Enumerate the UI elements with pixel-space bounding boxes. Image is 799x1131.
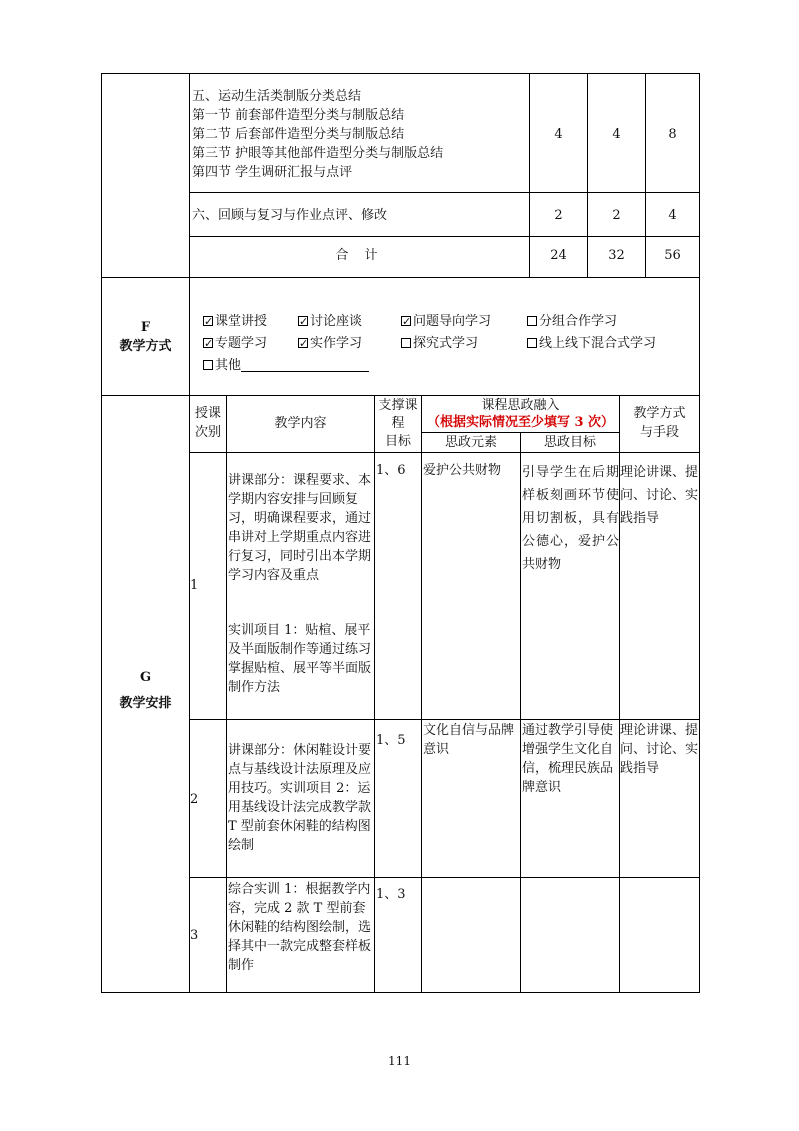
checkbox-checked-icon [203,338,213,348]
option-practice: ✓ 实作学习 [298,334,362,353]
section-f-letter: F [140,320,151,335]
topic-line: 第三节 护眼等其他部件造型分类与制版总结 [192,146,444,161]
header-session: 次别 [194,425,221,440]
header-ideology: 课程思政融入 [481,398,560,413]
topic-line: 五、运动生活类制版分类总结 [192,89,362,104]
topic-line: 第二节 后套部件造型分类与制版总结 [192,127,405,142]
section-g-letter: G [139,670,152,685]
header-method: 教学方式 [633,406,686,421]
total-value: 32 [608,248,625,263]
teaching-method: 理论讲课、提问、讨论、实践指导 [620,465,699,526]
checkbox-checked-icon [401,316,411,326]
support-goals: 1、6 [376,463,406,478]
header-support: 程 [391,416,405,431]
option-discussion: ✓ 讨论座谈 [298,312,362,331]
content-text: 综合实训 1：根据教学内容，完成 2 款 T 型前套休闲鞋的结构图绘制，选择其中一款完成整套样板制作 [228,882,372,973]
option-other: 其他 [203,356,369,375]
topic-line: 第一节 前套部件造型分类与制版总结 [192,108,405,123]
checkbox-icon [527,338,537,348]
checkbox-icon [203,360,213,370]
option-inquiry: 探究式学习 [401,334,478,353]
option-problem-based: ✓ 问题导向学习 [401,312,491,331]
checkbox-checked-icon [298,338,308,348]
hours-value: 4 [668,208,677,223]
session-number: 2 [190,792,199,807]
fill-in-line [241,359,369,372]
hours-value: 2 [612,208,621,223]
teaching-method: 理论讲课、提问、讨论、实践指导 [620,723,699,776]
checkbox-checked-icon [298,316,308,326]
content-text: 讲课部分：课程要求、本学期内容安排与回顾复习，明确课程要求，通过串讲对上学期重点内容进行复习，同时引出本学期学习内容及重点 [228,473,372,583]
page-number: 111 [388,1054,411,1068]
support-goals: 1、3 [376,887,406,902]
header-ideology-note: （根据实际情况至少填写 3 次） [426,415,615,430]
checkbox-icon [401,338,411,348]
session-number: 3 [190,928,199,943]
header-elements: 思政元素 [444,435,497,450]
option-group-work: 分组合作学习 [527,312,617,331]
content-text: 实训项目 1：贴楦、展平及半面版制作等通过练习掌握贴楦、展平等半面版制作方法 [228,623,372,695]
hours-value: 4 [612,127,621,142]
total-value: 24 [550,248,567,263]
total-label: 合 计 [335,248,384,263]
ideology-goal: 引导学生在后期样板刻画环节使用切割板，具有公德心，爱护公共财物 [522,465,619,572]
section-g-title: 教学安排 [119,696,172,711]
header-support: 支撑课 [378,398,418,413]
hours-value: 4 [554,127,563,142]
checkbox-icon [527,316,537,326]
hours-value: 2 [554,208,563,223]
session-number: 1 [190,578,199,593]
hours-value: 8 [668,127,677,142]
ideology-element: 爱护公共财物 [423,463,502,478]
section-f-title: 教学方式 [119,339,172,354]
option-topic-study: ✓专题学习 [203,334,267,353]
header-goals: 思政目标 [543,435,596,450]
content-text: 讲课部分：休闲鞋设计要点与基线设计法原理及应用技巧。实训项目 2：运用基线设计法完成教学款 T 型前套休闲鞋的结构图绘制 [228,743,372,853]
total-value: 56 [664,248,681,263]
ideology-element: 文化自信与品牌意识 [423,723,515,757]
topic-line: 六、回顾与复习与作业点评、修改 [192,208,388,223]
header-support: 目标 [384,434,411,449]
checkbox-checked-icon [203,316,213,326]
header-session: 授课 [194,406,221,421]
option-lecture: ✓课堂讲授 [203,312,267,331]
support-goals: 1、5 [376,733,406,748]
topic-line: 第四节 学生调研汇报与点评 [192,165,353,180]
option-blended: 线上线下混合式学习 [527,334,656,353]
header-content: 教学内容 [274,416,327,431]
header-method: 与手段 [639,425,679,440]
ideology-goal: 通过教学引导使增强学生文化自信，梳理民族品牌意识 [522,723,614,795]
